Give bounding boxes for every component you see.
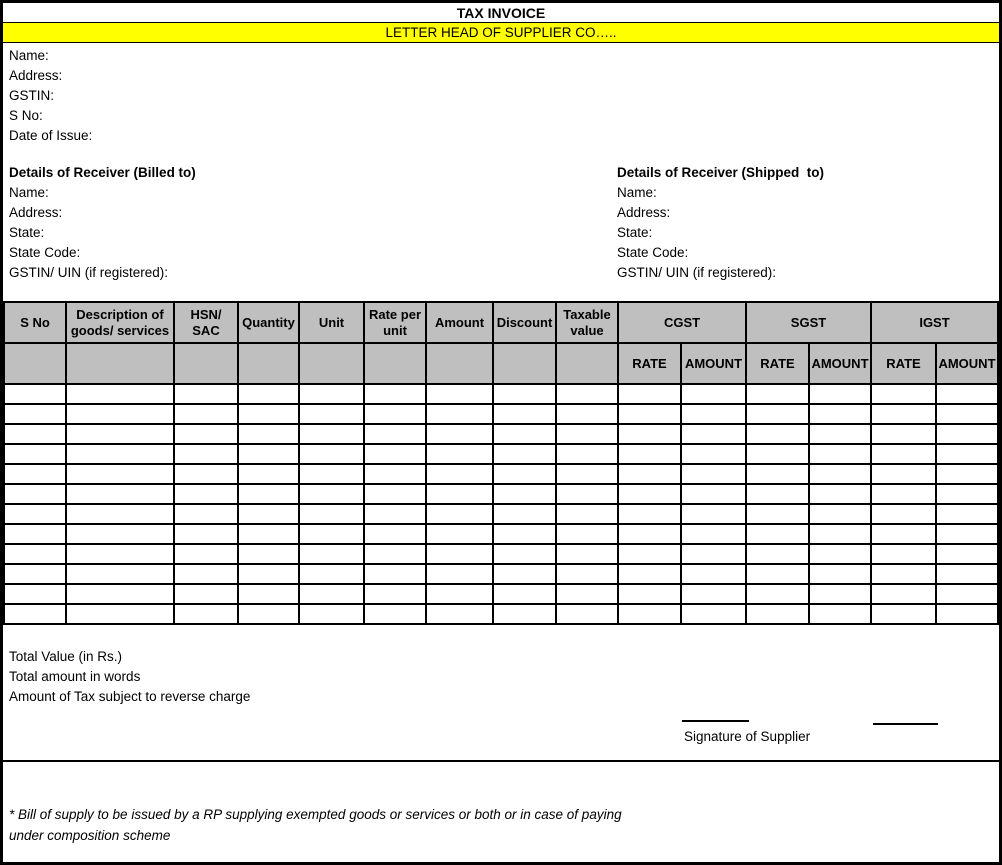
empty-cell (936, 604, 998, 624)
receiver-billed-block (3, 163, 617, 283)
empty-cell (174, 544, 238, 564)
empty-cell (681, 544, 746, 564)
col-group-cgst: CGST (618, 302, 746, 343)
empty-cell (681, 424, 746, 444)
col-header-cgst-amount: AMOUNT (681, 343, 746, 384)
total-amount-in-words-label: Total amount in words (9, 669, 141, 684)
empty-cell (426, 424, 493, 444)
empty-cell (556, 544, 618, 564)
table-header (4, 302, 998, 384)
empty-cell (681, 464, 746, 484)
empty-cell (299, 504, 364, 524)
empty-cell (681, 404, 746, 424)
empty-cell (746, 484, 809, 504)
empty-cell (681, 384, 746, 404)
empty-cell (66, 544, 174, 564)
empty-cell (493, 424, 556, 444)
header-spacer-cell (426, 343, 493, 384)
empty-cell (556, 484, 618, 504)
receiver-shipped-state-code-label: State Code: (617, 245, 689, 260)
empty-cell (174, 464, 238, 484)
signature-of-supplier-label: Signature of Supplier (684, 729, 811, 744)
empty-cell (364, 404, 426, 424)
supplier-gstin-label: GSTIN: (9, 88, 55, 103)
empty-cell (871, 444, 936, 464)
col-header-sgst-rate: RATE (746, 343, 809, 384)
empty-cell (238, 464, 299, 484)
empty-cell (618, 604, 681, 624)
header-spacer-cell (299, 343, 364, 384)
empty-cell (493, 384, 556, 404)
empty-cell (174, 444, 238, 464)
empty-cell (556, 444, 618, 464)
empty-cell (809, 424, 871, 444)
receiver-shipped-heading: Details of Receiver (Shipped to) (617, 165, 825, 180)
empty-cell (299, 604, 364, 624)
empty-cell (364, 564, 426, 584)
table-header-row-1 (4, 302, 998, 343)
empty-cell (556, 584, 618, 604)
empty-cell (493, 564, 556, 584)
col-group-sgst: SGST (746, 302, 871, 343)
col-header-discount: Discount (493, 302, 556, 343)
empty-cell (174, 564, 238, 584)
empty-cell (364, 424, 426, 444)
empty-cell (618, 504, 681, 524)
empty-cell (426, 564, 493, 584)
empty-cell (809, 384, 871, 404)
receiver-billed-name-label: Name: (9, 185, 49, 200)
empty-cell (299, 584, 364, 604)
empty-cell (936, 444, 998, 464)
empty-cell (871, 584, 936, 604)
empty-cell (746, 464, 809, 484)
empty-cell (809, 464, 871, 484)
empty-cell (4, 444, 66, 464)
empty-cell (4, 524, 66, 544)
receiver-shipped-block (617, 163, 999, 283)
empty-cell (618, 544, 681, 564)
empty-cell (426, 404, 493, 424)
empty-cell (364, 444, 426, 464)
col-header-rate-per-unit: Rate per unit (364, 302, 426, 343)
col-header-sno: S No (4, 302, 66, 343)
empty-cell (4, 424, 66, 444)
header-spacer-cell (174, 343, 238, 384)
header-spacer-cell (238, 343, 299, 384)
empty-cell (746, 444, 809, 464)
letterhead-banner: LETTER HEAD OF SUPPLIER CO….. (3, 23, 999, 43)
empty-cell (618, 464, 681, 484)
empty-cell (238, 564, 299, 584)
empty-cell (493, 444, 556, 464)
header-spacer-cell (556, 343, 618, 384)
empty-cell (936, 384, 998, 404)
supplier-date-of-issue-label: Date of Issue: (9, 128, 93, 143)
empty-cell (618, 424, 681, 444)
totals-section (3, 625, 999, 760)
empty-cell (299, 524, 364, 544)
empty-cell (4, 584, 66, 604)
empty-cell (238, 604, 299, 624)
receiver-billed-gstin-label: GSTIN/ UIN (if registered): (9, 265, 169, 280)
empty-cell (66, 444, 174, 464)
empty-cell (238, 544, 299, 564)
empty-cell (238, 584, 299, 604)
empty-cell (66, 464, 174, 484)
empty-cell (364, 464, 426, 484)
empty-cell (66, 584, 174, 604)
empty-cell (426, 464, 493, 484)
empty-cell (174, 524, 238, 544)
empty-cell (871, 464, 936, 484)
col-header-hsn-sac: HSN/ SAC (174, 302, 238, 343)
empty-cell (809, 444, 871, 464)
empty-cell (364, 384, 426, 404)
empty-cell (871, 544, 936, 564)
empty-cell (681, 484, 746, 504)
empty-cell (66, 484, 174, 504)
empty-cell (66, 384, 174, 404)
header-spacer-cell (493, 343, 556, 384)
table-row (4, 564, 998, 584)
header-spacer-cell (4, 343, 66, 384)
empty-cell (4, 504, 66, 524)
empty-cell (809, 604, 871, 624)
empty-cell (426, 604, 493, 624)
empty-cell (556, 604, 618, 624)
empty-cell (746, 544, 809, 564)
receiver-billed-state-label: State: (9, 225, 45, 240)
col-header-cgst-rate: RATE (618, 343, 681, 384)
receiver-shipped-gstin-label: GSTIN/ UIN (if registered): (617, 265, 777, 280)
empty-cell (936, 464, 998, 484)
empty-cell (238, 504, 299, 524)
empty-cell (364, 504, 426, 524)
header-spacer-cell (66, 343, 174, 384)
empty-cell (618, 404, 681, 424)
table-body (4, 384, 998, 624)
empty-cell (936, 424, 998, 444)
empty-cell (299, 484, 364, 504)
empty-cell (936, 564, 998, 584)
empty-cell (493, 544, 556, 564)
empty-cell (681, 584, 746, 604)
table-row (4, 604, 998, 624)
empty-cell (871, 504, 936, 524)
col-header-igst-rate: RATE (871, 343, 936, 384)
footnote-line-1: * Bill of supply to be issued by a RP supplying exempted goods or services or both or in case of paying (9, 807, 622, 822)
empty-cell (299, 404, 364, 424)
line-items-table (3, 301, 999, 625)
empty-cell (4, 484, 66, 504)
empty-cell (746, 584, 809, 604)
total-value-label: Total Value (in Rs.) (9, 649, 123, 664)
col-header-amount: Amount (426, 302, 493, 343)
empty-cell (174, 424, 238, 444)
col-header-igst-amount: AMOUNT (936, 343, 998, 384)
empty-cell (299, 444, 364, 464)
empty-cell (4, 604, 66, 624)
empty-cell (556, 564, 618, 584)
empty-cell (556, 524, 618, 544)
empty-cell (299, 544, 364, 564)
table-row (4, 384, 998, 404)
supplier-address-label: Address: (9, 68, 63, 83)
empty-cell (618, 524, 681, 544)
empty-cell (299, 424, 364, 444)
supplier-name-label: Name: (9, 48, 49, 63)
empty-cell (936, 524, 998, 544)
empty-cell (618, 444, 681, 464)
empty-cell (493, 404, 556, 424)
empty-cell (871, 524, 936, 544)
empty-cell (936, 484, 998, 504)
receiver-billed-address-label: Address: (9, 205, 63, 220)
empty-cell (426, 524, 493, 544)
empty-cell (174, 384, 238, 404)
empty-cell (4, 464, 66, 484)
empty-cell (364, 524, 426, 544)
footnote-section (3, 760, 999, 865)
empty-cell (493, 584, 556, 604)
empty-cell (238, 424, 299, 444)
empty-cell (618, 564, 681, 584)
empty-cell (556, 424, 618, 444)
table-row (4, 404, 998, 424)
table-row (4, 484, 998, 504)
receiver-shipped-address-label: Address: (617, 205, 671, 220)
table-row (4, 444, 998, 464)
receiver-shipped-name-label: Name: (617, 185, 657, 200)
empty-cell (174, 584, 238, 604)
empty-cell (681, 524, 746, 544)
invoice-title: TAX INVOICE (3, 3, 999, 23)
empty-cell (809, 524, 871, 544)
empty-cell (66, 604, 174, 624)
empty-cell (809, 584, 871, 604)
empty-cell (426, 504, 493, 524)
empty-cell (936, 504, 998, 524)
signature-line-secondary (873, 723, 938, 725)
empty-cell (556, 504, 618, 524)
empty-cell (66, 424, 174, 444)
empty-cell (809, 404, 871, 424)
empty-cell (238, 484, 299, 504)
empty-cell (238, 444, 299, 464)
empty-cell (809, 504, 871, 524)
empty-cell (426, 544, 493, 564)
empty-cell (174, 484, 238, 504)
col-group-igst: IGST (871, 302, 998, 343)
receiver-billed-state-code-label: State Code: (9, 245, 81, 260)
empty-cell (809, 544, 871, 564)
empty-cell (66, 564, 174, 584)
empty-cell (556, 464, 618, 484)
empty-cell (871, 484, 936, 504)
empty-cell (238, 524, 299, 544)
empty-cell (238, 404, 299, 424)
empty-cell (364, 544, 426, 564)
receiver-details-section (3, 163, 999, 283)
empty-cell (746, 404, 809, 424)
signature-line (682, 720, 749, 722)
empty-cell (681, 604, 746, 624)
empty-cell (493, 504, 556, 524)
table-row (4, 464, 998, 484)
empty-cell (746, 384, 809, 404)
empty-cell (681, 504, 746, 524)
header-spacer-cell (364, 343, 426, 384)
col-header-unit: Unit (299, 302, 364, 343)
empty-cell (493, 524, 556, 544)
empty-cell (871, 604, 936, 624)
empty-cell (426, 384, 493, 404)
empty-cell (4, 564, 66, 584)
col-header-description: Description of goods/ services (66, 302, 174, 343)
receiver-billed-heading: Details of Receiver (Billed to) (9, 165, 196, 180)
empty-cell (556, 384, 618, 404)
empty-cell (871, 404, 936, 424)
table-row (4, 544, 998, 564)
empty-cell (618, 384, 681, 404)
empty-cell (493, 484, 556, 504)
empty-cell (618, 584, 681, 604)
reverse-charge-label: Amount of Tax subject to reverse charge (9, 689, 251, 704)
empty-cell (174, 504, 238, 524)
table-row (4, 424, 998, 444)
col-header-quantity: Quantity (238, 302, 299, 343)
empty-cell (493, 604, 556, 624)
empty-cell (426, 484, 493, 504)
empty-cell (66, 404, 174, 424)
empty-cell (746, 604, 809, 624)
empty-cell (746, 564, 809, 584)
empty-cell (493, 464, 556, 484)
empty-cell (936, 544, 998, 564)
empty-cell (238, 384, 299, 404)
empty-cell (364, 604, 426, 624)
empty-cell (4, 384, 66, 404)
table-header-row-2 (4, 343, 998, 384)
table-row (4, 504, 998, 524)
supplier-details-block (3, 43, 999, 146)
empty-cell (4, 404, 66, 424)
empty-cell (426, 584, 493, 604)
empty-cell (299, 564, 364, 584)
empty-cell (364, 584, 426, 604)
empty-cell (871, 424, 936, 444)
col-header-taxable-value: Taxable value (556, 302, 618, 343)
empty-cell (871, 564, 936, 584)
empty-cell (299, 384, 364, 404)
col-header-sgst-amount: AMOUNT (809, 343, 871, 384)
empty-cell (66, 524, 174, 544)
empty-cell (936, 584, 998, 604)
empty-cell (618, 484, 681, 504)
empty-cell (871, 384, 936, 404)
empty-cell (809, 484, 871, 504)
table-row (4, 584, 998, 604)
empty-cell (809, 564, 871, 584)
empty-cell (746, 504, 809, 524)
empty-cell (174, 604, 238, 624)
empty-cell (936, 404, 998, 424)
empty-cell (426, 444, 493, 464)
table-row (4, 524, 998, 544)
empty-cell (556, 404, 618, 424)
empty-cell (299, 464, 364, 484)
empty-cell (364, 484, 426, 504)
empty-cell (681, 444, 746, 464)
supplier-sno-label: S No: (9, 108, 43, 123)
empty-cell (4, 544, 66, 564)
empty-cell (746, 424, 809, 444)
empty-cell (66, 504, 174, 524)
empty-cell (746, 524, 809, 544)
footnote-line-2: under composition scheme (9, 828, 171, 843)
receiver-shipped-state-label: State: (617, 225, 653, 240)
empty-cell (681, 564, 746, 584)
empty-cell (174, 404, 238, 424)
